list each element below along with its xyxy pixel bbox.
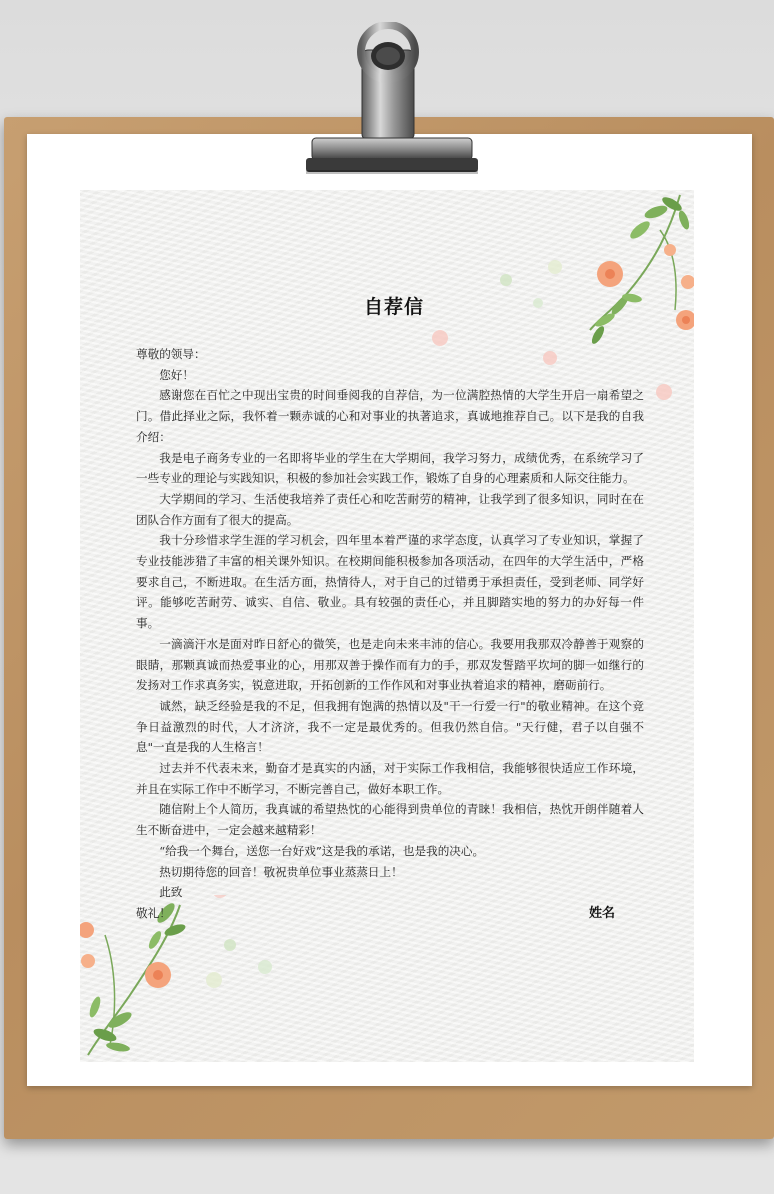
paragraph: 大学期间的学习、生活使我培养了责任心和吃苦耐劳的精神，让我学到了很多知识，同时在在团队合作方面有了很大的提高。 bbox=[136, 491, 644, 527]
binder-clip-icon bbox=[300, 22, 480, 182]
greeting: 您好！ bbox=[159, 367, 194, 382]
paragraph: 一滴滴汗水是面对昨日舒心的微笑，也是走向未来丰沛的信心。我要用我那双冷静善于观察的眼睛，那颗真诚而热爱事业的心，用那双善于操作而有力的手，那双发誓踏平坎坷的脚一如继行的发扬对工作求真务实，锐意进取，开拓创新的工作作风和对事业执着追求的精神，磨砺前行。 bbox=[136, 636, 644, 693]
paragraph: 感谢您在百忙之中现出宝贵的时间垂阅我的自荐信，为一位满腔热情的大学生开启一扇希望之门。借此择业之际，我怀着一颗赤诚的心和对事业的执著追求，真诚地推荐自己。以下是我的自我介绍： bbox=[136, 388, 644, 444]
paragraph: 我十分珍惜求学生涯的学习机会，四年里本着严谨的求学态度，认真学习了专业知识，掌握了专业技能涉猎了丰富的相关课外知识。在校期间能积极参加各项活动，在四年的大学生活中，严格要求自己，不断进取。在生活方面，热情待人，对于自己的过错勇于承担责任，受到老师、同学好评。能够吃苦耐劳、诚实、自信、敬业。具有较强的责任心，并且脚踏实地的努力的办好每一件事。 bbox=[136, 533, 644, 631]
salutation: 尊敬的领导： bbox=[136, 347, 206, 361]
paragraph: “给我一个舞台，送您一台好戏”这是我的承诺，也是我的决心。 bbox=[159, 843, 485, 858]
paragraph: 诚然，缺乏经验是我的不足，但我拥有饱满的热情以及"干一行爱一行"的敬业精神。在这个竞争日益激烈的时代，人才济济，我不一定是最优秀的。但我仍然自信。"天行健，君子以自强不息"一直是我的人生格言！ bbox=[136, 698, 644, 755]
closing-salute: 敬礼！ bbox=[136, 905, 171, 920]
closing-line: 此致 bbox=[159, 885, 183, 900]
paragraph: 我是电子商务专业的一名即将毕业的学生在大学期间，我学习努力，成绩优秀，在系统学习了一些专业的理论与实践知识，积极的参加社会实践工作，锻炼了自身的心理素质和人际交往能力。 bbox=[136, 450, 644, 486]
letter-body bbox=[136, 344, 644, 924]
signature-name: 姓名 bbox=[589, 906, 616, 921]
letter-title: 自荐信 bbox=[363, 296, 424, 318]
paragraph: 过去并不代表未来，勤奋才是真实的内涵，对于实际工作我相信，我能够很快适应工作环境，并且在实际工作中不断学习，不断完善自己，做好本职工作。 bbox=[136, 761, 644, 796]
paragraph: 热切期待您的回音！敬祝贵单位事业蒸蒸日上！ bbox=[159, 864, 403, 879]
paragraph: 随信附上个人简历，我真诚的希望热忱的心能得到贵单位的青睐！我相信，热忱开朗伴随着人生不断奋进中，一定会越来越精彩！ bbox=[136, 802, 644, 838]
